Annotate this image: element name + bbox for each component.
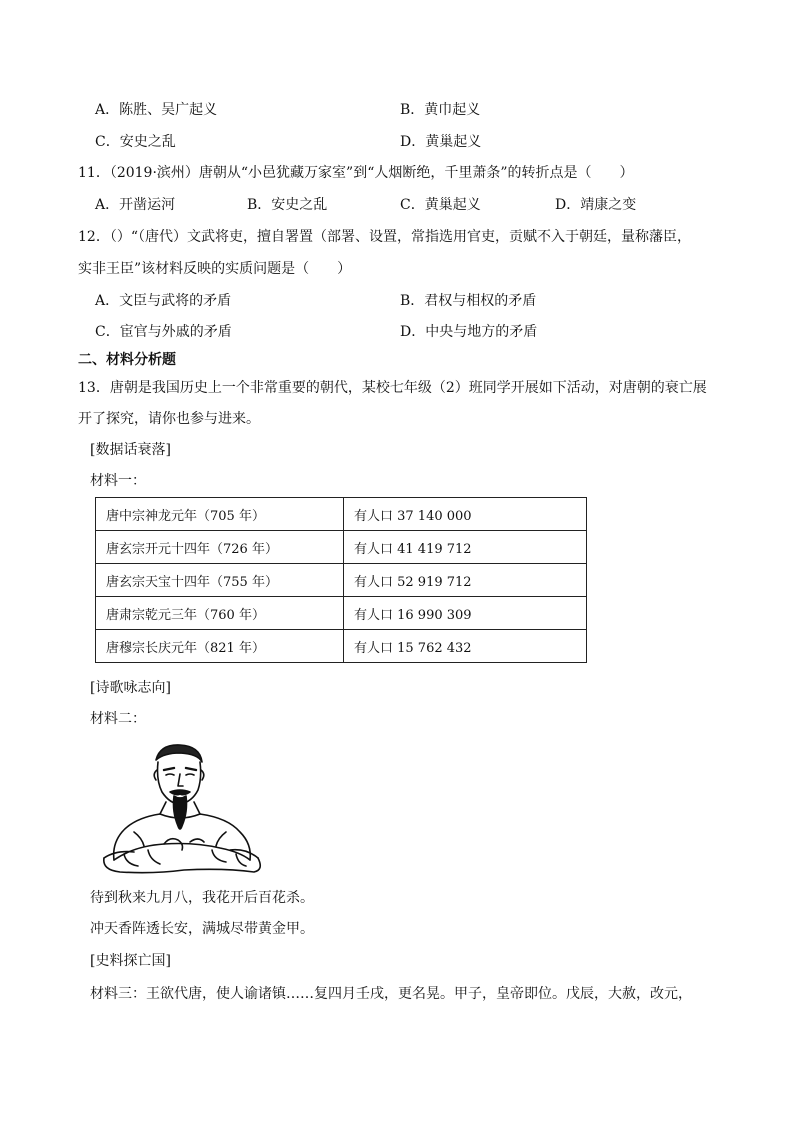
huang-chao-portrait-illustration xyxy=(94,740,266,876)
q11-option-a[interactable]: A．开凿运河 xyxy=(95,197,176,213)
q12-stem-line2: 实非王臣”该材料反映的实质问题是（ ） xyxy=(78,261,352,277)
q11-option-b[interactable]: B．安史之乱 xyxy=(247,197,328,213)
table-cell-population: 有人口 52 919 712 xyxy=(344,564,587,597)
poem-line-2: 冲天香阵透长安，满城尽带黄金甲。 xyxy=(90,921,314,937)
q11-option-c[interactable]: C．黄巢起义 xyxy=(400,197,481,213)
part2-title: [诗歌咏志向] xyxy=(90,680,171,696)
q12-option-d[interactable]: D．中央与地方的矛盾 xyxy=(400,324,538,340)
population-table xyxy=(95,497,587,663)
q11-option-d[interactable]: D．靖康之变 xyxy=(555,197,637,213)
table-cell-era: 唐玄宗天宝十四年（755 年） xyxy=(96,564,344,597)
q10-option-c[interactable]: C．安史之乱 xyxy=(95,134,176,150)
part1-title: [数据话衰落] xyxy=(90,442,171,458)
section-heading: 二、材料分析题 xyxy=(78,352,176,368)
table-cell-era: 唐穆宗长庆元年（821 年） xyxy=(96,630,344,663)
poem-line-1: 待到秋来九月八，我花开后百花杀。 xyxy=(90,890,314,906)
table-cell-population: 有人口 16 990 309 xyxy=(344,597,587,630)
table-row xyxy=(96,498,587,531)
q13-intro-line1: 13．唐朝是我国历史上一个非常重要的朝代，某校七年级（2）班同学开展如下活动，对唐朝的衰亡展 xyxy=(78,380,707,396)
q13-intro-line2: 开了探究，请你也参与进来。 xyxy=(78,411,260,427)
part3-title: [史料探亡国] xyxy=(90,953,171,969)
q12-option-c[interactable]: C．宦官与外戚的矛盾 xyxy=(95,324,232,340)
table-cell-era: 唐玄宗开元十四年（726 年） xyxy=(96,531,344,564)
material3-line1: 材料三：王欲代唐，使人谕诸镇……复四月壬戌，更名晃。甲子，皇帝即位。戊辰，大赦，改元， xyxy=(90,986,692,1002)
material2-label: 材料二： xyxy=(90,711,146,727)
q10-option-b[interactable]: B．黄巾起义 xyxy=(400,102,481,118)
table-cell-population: 有人口 15 762 432 xyxy=(344,630,587,663)
table-cell-population: 有人口 41 419 712 xyxy=(344,531,587,564)
table-row xyxy=(96,531,587,564)
q12-option-a[interactable]: A．文臣与武将的矛盾 xyxy=(95,293,232,309)
table-cell-population: 有人口 37 140 000 xyxy=(344,498,587,531)
q12-option-b[interactable]: B．君权与相权的矛盾 xyxy=(400,293,537,309)
table-row xyxy=(96,597,587,630)
table-cell-era: 唐中宗神龙元年（705 年） xyxy=(96,498,344,531)
material1-label: 材料一： xyxy=(90,473,146,489)
q11-stem: 11．（2019·滨州）唐朝从“小邑犹藏万家室”到“人烟断绝，千里萧条”的转折点是（ ） xyxy=(78,165,634,181)
q10-option-d[interactable]: D．黄巢起义 xyxy=(400,134,482,150)
table-cell-era: 唐肃宗乾元三年（760 年） xyxy=(96,597,344,630)
table-row xyxy=(96,564,587,597)
q12-stem-line1: 12．（）“（唐代）文武将吏，擅自署置（部署、设置，常指选用官吏，贡赋不入于朝廷，量称藩臣， xyxy=(78,229,691,245)
q10-option-a[interactable]: A．陈胜、吴广起义 xyxy=(95,102,218,118)
table-row xyxy=(96,630,587,663)
